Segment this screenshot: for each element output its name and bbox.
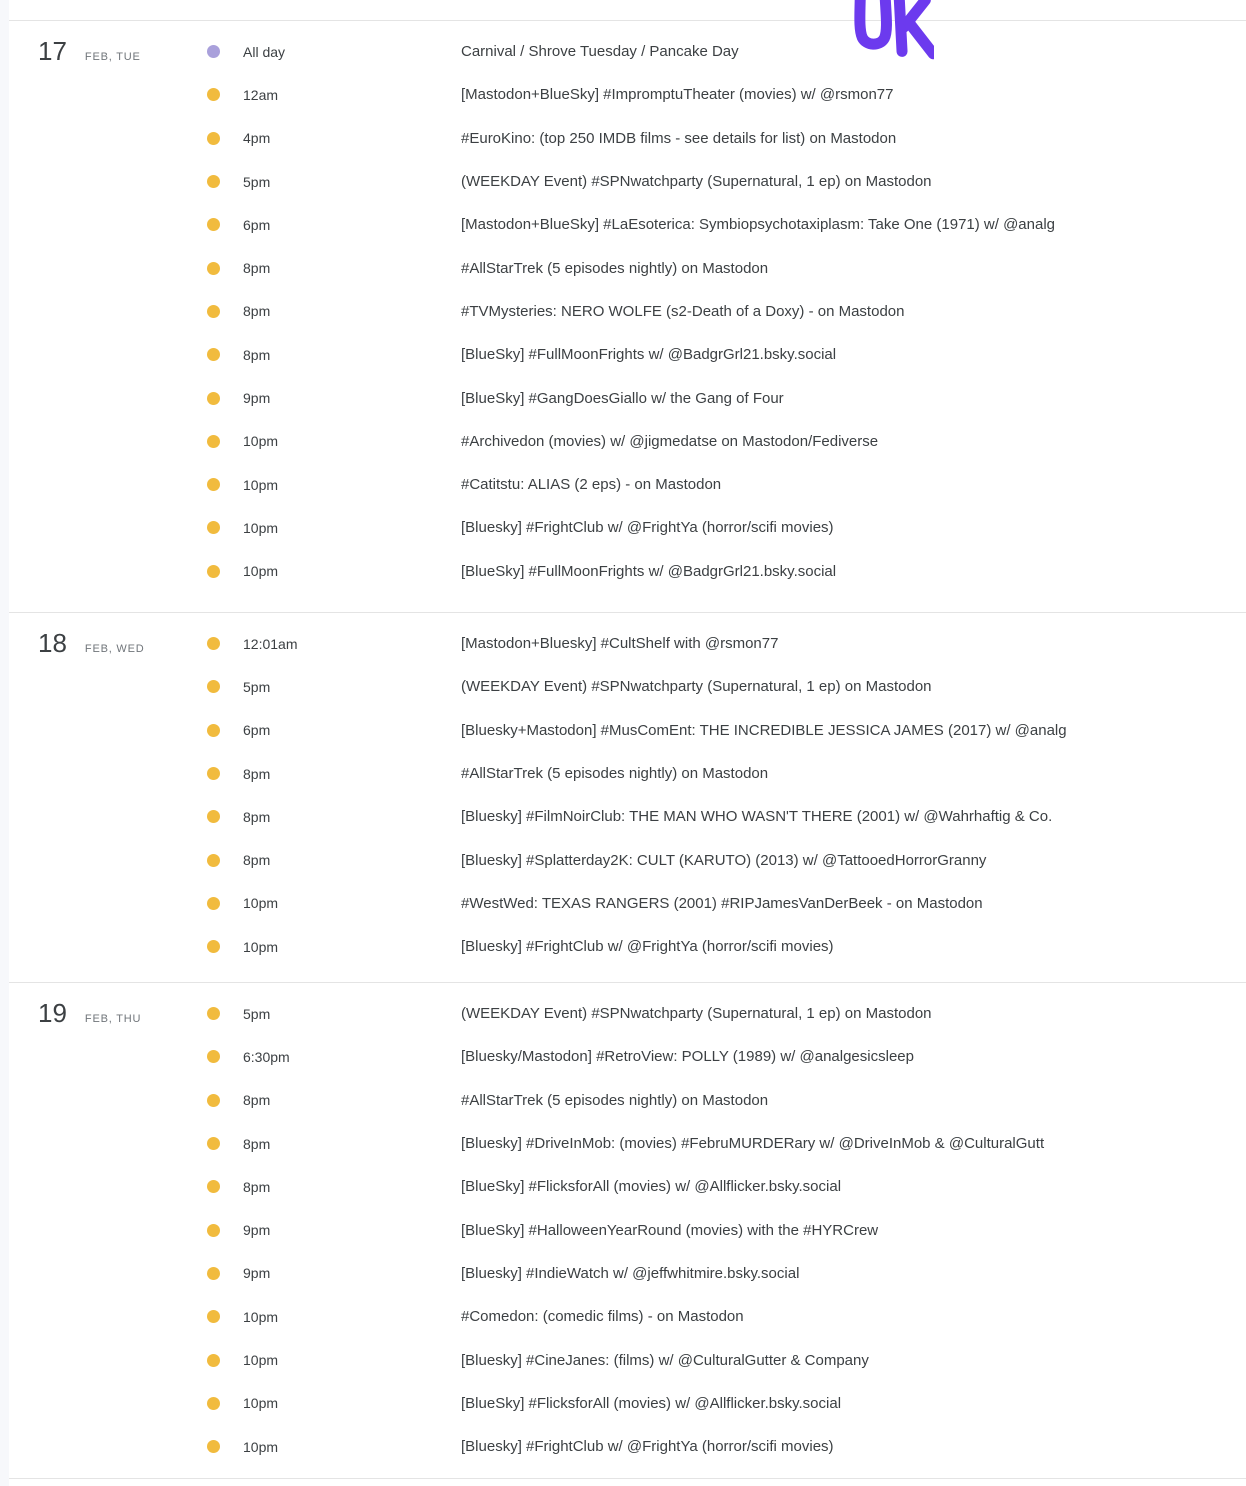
event-time: 6pm bbox=[243, 216, 271, 233]
event-dot-cell bbox=[200, 767, 236, 780]
event-dot-cell bbox=[200, 1137, 236, 1150]
event-row[interactable] bbox=[200, 203, 1246, 246]
event-row[interactable] bbox=[200, 1079, 1246, 1122]
event-time: 10pm bbox=[243, 895, 279, 912]
event-row[interactable] bbox=[200, 506, 1246, 549]
event-time: 9pm bbox=[243, 390, 271, 407]
day-label: FEB, THU bbox=[84, 1013, 142, 1025]
event-title: #AllStarTrek (5 episodes nightly) on Mastodon bbox=[461, 1091, 769, 1109]
event-dot-cell bbox=[200, 565, 236, 578]
event-title: [Bluesky] #CineJanes: (films) w/ @CulturalGutter & Company bbox=[461, 1351, 869, 1369]
event-row[interactable] bbox=[200, 1252, 1246, 1295]
event-dot-cell bbox=[200, 724, 236, 737]
event-dot-cell bbox=[200, 1397, 236, 1410]
event-color-dot-icon bbox=[207, 854, 220, 867]
event-dot-cell bbox=[200, 1094, 236, 1107]
event-time: 9pm bbox=[243, 1222, 271, 1239]
event-dot-cell bbox=[200, 435, 236, 448]
event-dot-cell bbox=[200, 348, 236, 361]
event-time: 8pm bbox=[243, 346, 271, 363]
event-row[interactable] bbox=[200, 1165, 1246, 1208]
event-dot-cell bbox=[200, 1180, 236, 1193]
event-color-dot-icon bbox=[207, 940, 220, 953]
event-row[interactable] bbox=[200, 550, 1246, 593]
event-color-dot-icon bbox=[207, 262, 220, 275]
event-dot-cell bbox=[200, 262, 236, 275]
event-color-dot-icon bbox=[207, 680, 220, 693]
event-title: #EuroKino: (top 250 IMDB films - see details for list) on Mastodon bbox=[461, 129, 897, 147]
event-dot-cell bbox=[200, 1050, 236, 1063]
date-cell[interactable] bbox=[9, 983, 200, 1028]
event-color-dot-icon bbox=[207, 637, 220, 650]
day-number: 17 bbox=[38, 36, 67, 66]
event-dot-cell bbox=[200, 521, 236, 534]
event-color-dot-icon bbox=[207, 1094, 220, 1107]
day-number: 18 bbox=[38, 628, 67, 658]
event-title: (WEEKDAY Event) #SPNwatchparty (Supernatural, 1 ep) on Mastodon bbox=[461, 1005, 932, 1023]
event-row[interactable] bbox=[200, 925, 1246, 968]
event-title: [Mastodon+Bluesky] #CultShelf with @rsmon77 bbox=[461, 635, 779, 653]
event-row[interactable] bbox=[200, 73, 1246, 116]
event-title: [BlueSky] #GangDoesGiallo w/ the Gang of Four bbox=[461, 389, 784, 407]
event-color-dot-icon bbox=[207, 348, 220, 361]
event-time: 12am bbox=[243, 86, 279, 103]
event-title: [Bluesky+Mastodon] #MusComEnt: THE INCREDIBLE JESSICA JAMES (2017) w/ @analg bbox=[461, 721, 1067, 739]
event-dot-cell bbox=[200, 940, 236, 953]
event-list bbox=[200, 21, 1246, 593]
event-title: [Bluesky] #FrightClub w/ @FrightYa (horror/scifi movies) bbox=[461, 519, 834, 537]
event-time: 6:30pm bbox=[243, 1048, 290, 1065]
event-title: #Archivedon (movies) w/ @jigmedatse on Mastodon/Fediverse bbox=[461, 432, 879, 450]
event-title: [Mastodon+BlueSky] #ImpromptuTheater (movies) w/ @rsmon77 bbox=[461, 86, 894, 104]
event-row[interactable] bbox=[200, 246, 1246, 289]
event-title: [Bluesky] #Splatterday2K: CULT (KARUTO) (2013) w/ @TattooedHorrorGranny bbox=[461, 851, 987, 869]
event-title: [Bluesky] #FrightClub w/ @FrightYa (horror/scifi movies) bbox=[461, 938, 834, 956]
event-color-dot-icon bbox=[207, 1310, 220, 1323]
event-title: [BlueSky] #HalloweenYearRound (movies) with the #HYRCrew bbox=[461, 1221, 879, 1239]
event-color-dot-icon bbox=[207, 521, 220, 534]
event-row[interactable] bbox=[200, 992, 1246, 1035]
day-label: FEB, WED bbox=[84, 643, 145, 655]
event-time: 5pm bbox=[243, 173, 271, 190]
event-time: 10pm bbox=[243, 1395, 279, 1412]
event-row[interactable] bbox=[200, 1338, 1246, 1381]
event-title: (WEEKDAY Event) #SPNwatchparty (Supernatural, 1 ep) on Mastodon bbox=[461, 173, 932, 191]
event-title: [BlueSky] #FullMoonFrights w/ @BadgrGrl21.bsky.social bbox=[461, 562, 837, 580]
event-color-dot-icon bbox=[207, 1050, 220, 1063]
event-color-dot-icon bbox=[207, 1007, 220, 1020]
event-time: All day bbox=[243, 43, 286, 60]
event-title: #Comedon: (comedic films) - on Mastodon bbox=[461, 1308, 744, 1326]
event-row[interactable] bbox=[200, 1382, 1246, 1425]
day-section bbox=[9, 20, 1246, 612]
day-number: 19 bbox=[38, 998, 67, 1028]
event-title: #AllStarTrek (5 episodes nightly) on Mastodon bbox=[461, 259, 769, 277]
event-time: 8pm bbox=[243, 1178, 271, 1195]
event-title: #Catitstu: ALIAS (2 eps) - on Mastodon bbox=[461, 476, 722, 494]
event-dot-cell bbox=[200, 305, 236, 318]
event-row[interactable] bbox=[200, 30, 1246, 73]
event-row[interactable] bbox=[200, 752, 1246, 795]
event-color-dot-icon bbox=[207, 88, 220, 101]
day-section bbox=[9, 982, 1246, 1479]
event-dot-cell bbox=[200, 854, 236, 867]
schedule-list[interactable] bbox=[9, 20, 1246, 1479]
event-time: 8pm bbox=[243, 260, 271, 277]
event-dot-cell bbox=[200, 897, 236, 910]
event-time: 6pm bbox=[243, 722, 271, 739]
event-row[interactable] bbox=[200, 420, 1246, 463]
event-title: Carnival / Shrove Tuesday / Pancake Day bbox=[461, 43, 739, 61]
event-title: [BlueSky] #FullMoonFrights w/ @BadgrGrl21.bsky.social bbox=[461, 346, 837, 364]
event-row[interactable] bbox=[200, 333, 1246, 376]
event-color-dot-icon bbox=[207, 1354, 220, 1367]
event-title: #AllStarTrek (5 episodes nightly) on Mastodon bbox=[461, 765, 769, 783]
event-color-dot-icon bbox=[207, 1224, 220, 1237]
event-dot-cell bbox=[200, 1224, 236, 1237]
event-color-dot-icon bbox=[207, 897, 220, 910]
event-dot-cell bbox=[200, 88, 236, 101]
event-time: 5pm bbox=[243, 678, 271, 695]
event-dot-cell bbox=[200, 810, 236, 823]
event-time: 10pm bbox=[243, 433, 279, 450]
event-title: [BlueSky] #FlicksforAll (movies) w/ @Allflicker.bsky.social bbox=[461, 1178, 842, 1196]
event-color-dot-icon bbox=[207, 1397, 220, 1410]
event-dot-cell bbox=[200, 45, 236, 58]
event-color-dot-icon bbox=[207, 767, 220, 780]
event-time: 8pm bbox=[243, 852, 271, 869]
event-color-dot-icon bbox=[207, 218, 220, 231]
event-title: [Bluesky/Mastodon] #RetroView: POLLY (1989) w/ @analgesicsleep bbox=[461, 1048, 914, 1066]
event-title: [Mastodon+BlueSky] #LaEsoterica: Symbiopsychotaxiplasm: Take One (1971) w/ @analg bbox=[461, 216, 1056, 234]
left-gutter bbox=[0, 0, 9, 1486]
event-color-dot-icon bbox=[207, 810, 220, 823]
event-color-dot-icon bbox=[207, 435, 220, 448]
date-cell[interactable] bbox=[9, 21, 200, 66]
event-title: #WestWed: TEXAS RANGERS (2001) #RIPJamesVanDerBeek - on Mastodon bbox=[461, 894, 983, 912]
event-row[interactable] bbox=[200, 622, 1246, 665]
event-time: 8pm bbox=[243, 1092, 271, 1109]
event-row[interactable] bbox=[200, 1122, 1246, 1165]
event-row[interactable] bbox=[200, 1425, 1246, 1468]
date-cell[interactable] bbox=[9, 613, 200, 658]
event-time: 8pm bbox=[243, 765, 271, 782]
event-dot-cell bbox=[200, 680, 236, 693]
event-color-dot-icon bbox=[207, 724, 220, 737]
event-dot-cell bbox=[200, 218, 236, 231]
event-dot-cell bbox=[200, 1267, 236, 1280]
event-dot-cell bbox=[200, 1310, 236, 1323]
event-color-dot-icon bbox=[207, 305, 220, 318]
event-title: #TVMysteries: NERO WOLFE (s2-Death of a Doxy) - on Mastodon bbox=[461, 302, 905, 320]
event-row[interactable] bbox=[200, 290, 1246, 333]
event-time: 5pm bbox=[243, 1005, 271, 1022]
event-color-dot-icon bbox=[207, 392, 220, 405]
event-row[interactable] bbox=[200, 1295, 1246, 1338]
event-dot-cell bbox=[200, 392, 236, 405]
event-time: 10pm bbox=[243, 1308, 279, 1325]
event-title: [Bluesky] #FilmNoirClub: THE MAN WHO WASN'T THERE (2001) w/ @Wahrhaftig & Co. bbox=[461, 808, 1053, 826]
event-time: 8pm bbox=[243, 808, 271, 825]
event-time: 8pm bbox=[243, 303, 271, 320]
event-list bbox=[200, 613, 1246, 968]
event-row[interactable] bbox=[200, 882, 1246, 925]
event-row[interactable] bbox=[200, 376, 1246, 419]
event-row[interactable] bbox=[200, 838, 1246, 881]
event-row[interactable] bbox=[200, 709, 1246, 752]
event-list bbox=[200, 983, 1246, 1468]
event-title: [BlueSky] #FlicksforAll (movies) w/ @Allflicker.bsky.social bbox=[461, 1394, 842, 1412]
event-title: [Bluesky] #IndieWatch w/ @jeffwhitmire.bsky.social bbox=[461, 1264, 800, 1282]
event-color-dot-icon bbox=[207, 565, 220, 578]
event-color-dot-icon bbox=[207, 1180, 220, 1193]
day-label: FEB, TUE bbox=[84, 51, 141, 63]
event-time: 10pm bbox=[243, 938, 279, 955]
event-row[interactable] bbox=[200, 795, 1246, 838]
event-dot-cell bbox=[200, 1354, 236, 1367]
event-time: 9pm bbox=[243, 1265, 271, 1282]
event-time: 10pm bbox=[243, 1352, 279, 1369]
event-dot-cell bbox=[200, 132, 236, 145]
event-color-dot-icon bbox=[207, 175, 220, 188]
event-row[interactable] bbox=[200, 160, 1246, 203]
event-row[interactable] bbox=[200, 1035, 1246, 1078]
event-color-dot-icon bbox=[207, 1440, 220, 1453]
event-title: (WEEKDAY Event) #SPNwatchparty (Supernatural, 1 ep) on Mastodon bbox=[461, 678, 932, 696]
event-color-dot-icon bbox=[207, 1267, 220, 1280]
event-dot-cell bbox=[200, 478, 236, 491]
event-color-dot-icon bbox=[207, 132, 220, 145]
event-title: [Bluesky] #DriveInMob: (movies) #FebruMURDERary w/ @DriveInMob & @CulturalGutt bbox=[461, 1135, 1045, 1153]
event-row[interactable] bbox=[200, 1208, 1246, 1251]
event-row[interactable] bbox=[200, 463, 1246, 506]
event-row[interactable] bbox=[200, 665, 1246, 708]
event-dot-cell bbox=[200, 1440, 236, 1453]
event-time: 10pm bbox=[243, 1438, 279, 1455]
event-time: 12:01am bbox=[243, 635, 298, 652]
event-time: 10pm bbox=[243, 519, 279, 536]
event-color-dot-icon bbox=[207, 478, 220, 491]
day-section bbox=[9, 612, 1246, 982]
event-time: 8pm bbox=[243, 1135, 271, 1152]
event-time: 4pm bbox=[243, 130, 271, 147]
allday-color-dot-icon bbox=[207, 45, 220, 58]
event-time: 10pm bbox=[243, 563, 279, 580]
event-dot-cell bbox=[200, 637, 236, 650]
event-title: [Bluesky] #FrightClub w/ @FrightYa (horror/scifi movies) bbox=[461, 1438, 834, 1456]
event-dot-cell bbox=[200, 1007, 236, 1020]
event-dot-cell bbox=[200, 175, 236, 188]
event-time: 10pm bbox=[243, 476, 279, 493]
event-row[interactable] bbox=[200, 117, 1246, 160]
event-color-dot-icon bbox=[207, 1137, 220, 1150]
